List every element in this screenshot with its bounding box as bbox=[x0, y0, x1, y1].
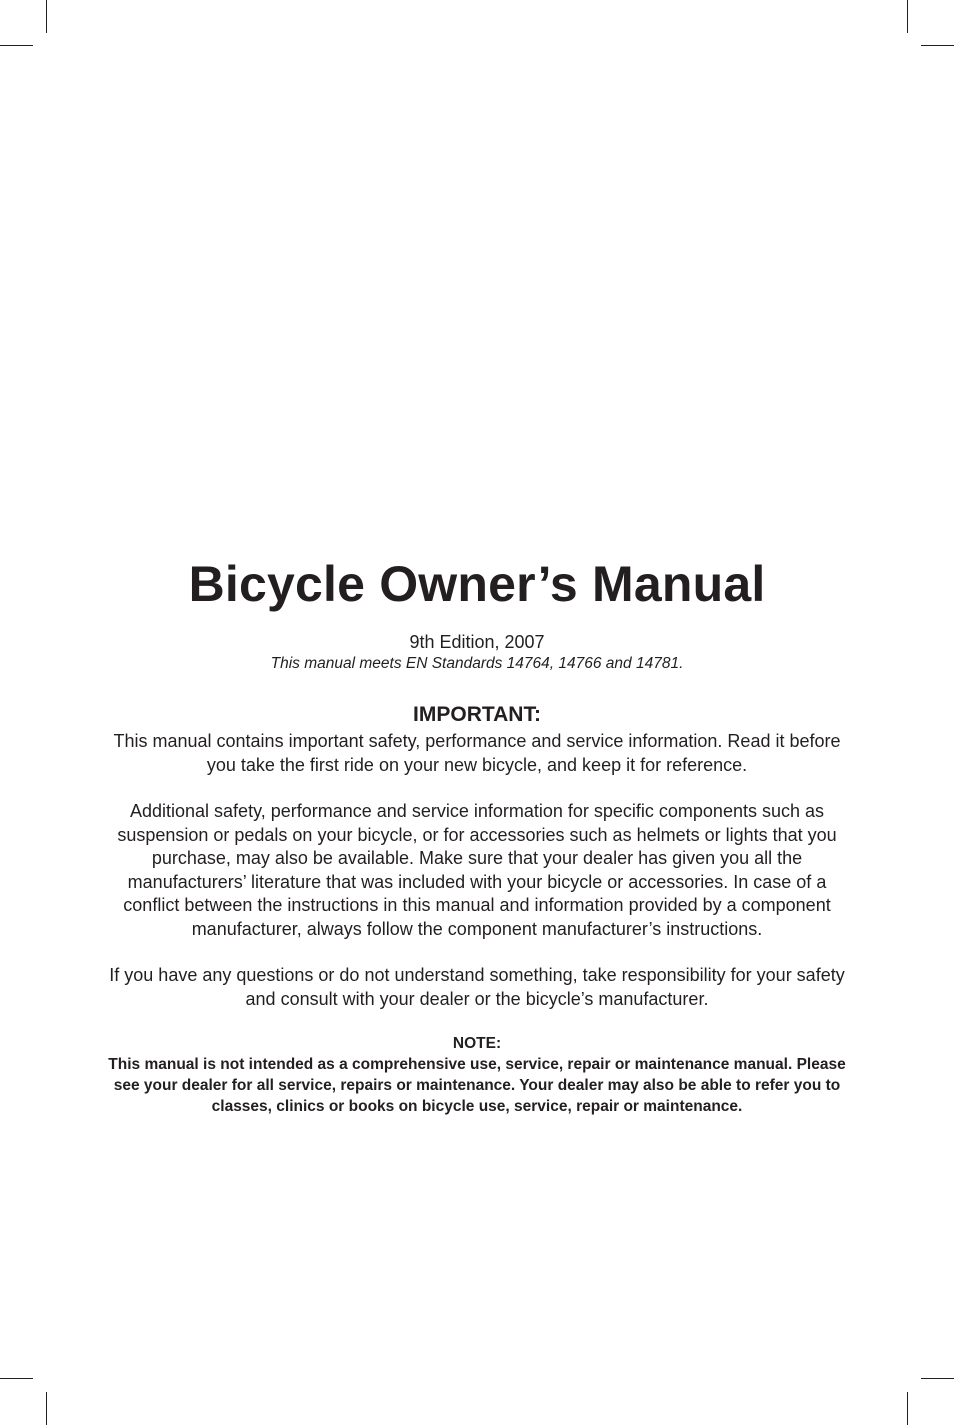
crop-mark-top-left-horizontal bbox=[0, 45, 33, 46]
crop-mark-bottom-left-vertical bbox=[46, 1392, 47, 1425]
important-heading: IMPORTANT: bbox=[413, 703, 541, 726]
important-paragraph-2: Additional safety, performance and service information for specific components such as suspension or pedals on your bicycle, or for accessories such as helmets or lights that you purchase, may also be available. Make sure that your dealer has given you all the manufacturers’ literature that was included with your bicycle or accessories. In case of a conflict between the instructions in this manual and information provided by a component manufacturer, always follow the component manufacturer’s instructions. bbox=[117, 801, 837, 939]
crop-mark-bottom-left-horizontal bbox=[0, 1378, 33, 1379]
crop-mark-bottom-right-vertical bbox=[907, 1392, 908, 1425]
crop-mark-top-left-vertical bbox=[46, 0, 47, 33]
important-paragraph-3: If you have any questions or do not understand something, take responsibility for your safety and consult with your dealer or the bicycle’s manufacturer. bbox=[109, 965, 845, 1009]
standards-line: This manual meets EN Standards 14764, 14766 and 14781. bbox=[270, 655, 684, 672]
title-page-content bbox=[100, 553, 854, 1117]
important-paragraph-1: This manual contains important safety, performance and service information. Read it before you take the first ride on your new bicycle, and keep it for reference. bbox=[113, 731, 841, 775]
crop-mark-top-right-vertical bbox=[907, 0, 908, 33]
page-title: Bicycle Owner’s Manual bbox=[188, 556, 766, 612]
note-heading: NOTE: bbox=[452, 1035, 502, 1052]
crop-mark-top-right-horizontal bbox=[921, 45, 954, 46]
crop-mark-bottom-right-horizontal bbox=[921, 1378, 954, 1379]
edition-line: 9th Edition, 2007 bbox=[409, 632, 545, 652]
note-text: This manual is not intended as a comprehensive use, service, repair or maintenance manual. Please see your dealer for all service, repairs or maintenance. Your dealer may also be able to refer you to classes, clinics or books on bicycle use, service, repair or maintenance. bbox=[108, 1056, 846, 1115]
